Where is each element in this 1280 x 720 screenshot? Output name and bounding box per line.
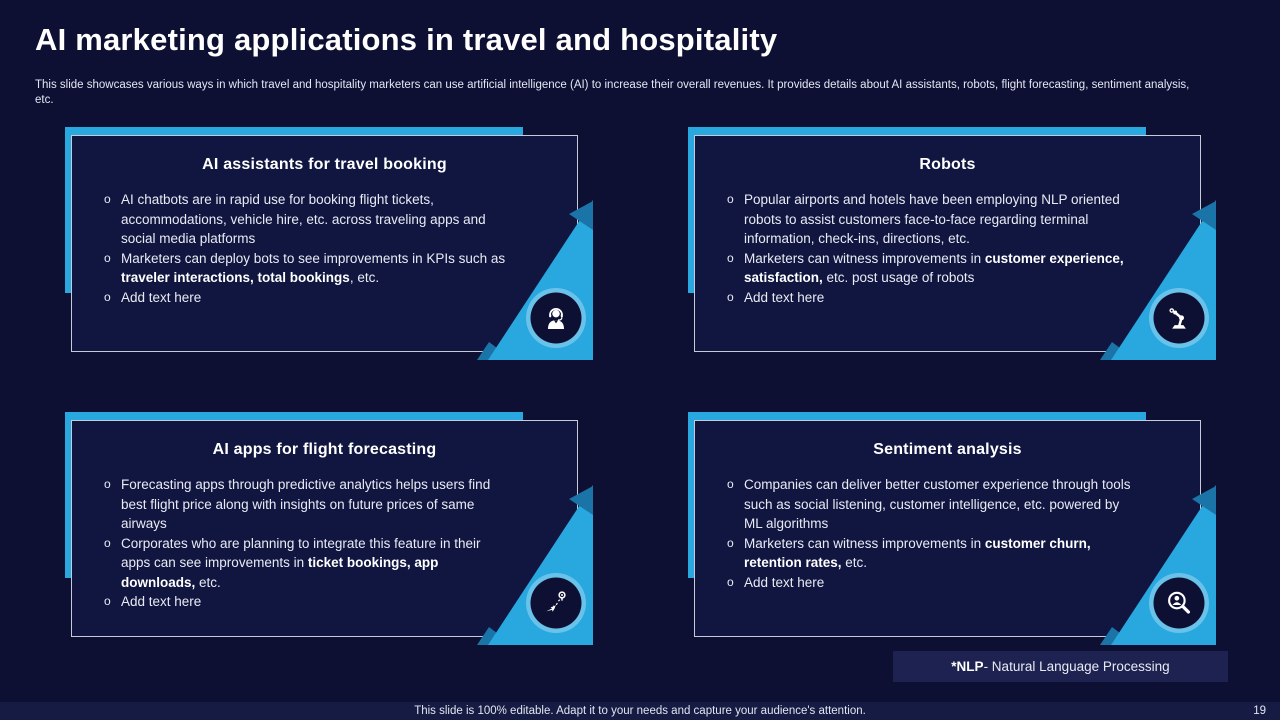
bullet-item: [727, 190, 1136, 249]
card-flight-forecasting: [65, 412, 605, 662]
card-sentiment-analysis: [688, 412, 1228, 662]
corner-ribbon: [1096, 485, 1216, 645]
bullet-item: [104, 534, 513, 593]
bullet-marker: o: [104, 192, 111, 206]
card-ai-assistants: [65, 127, 605, 377]
bullet-item: [727, 573, 1136, 593]
card-title: Sentiment analysis: [873, 441, 1022, 458]
bullet-marker: o: [727, 535, 734, 550]
bullet-marker: o: [104, 289, 111, 304]
bullet-text: Marketers can deploy bots to see improvements in KPIs such as traveler interactions, total bookings, etc.: [121, 250, 506, 285]
bullet-text: Forecasting apps through predictive analytics helps users find best flight price along with insights on future prices of same airways: [121, 477, 491, 531]
bullet-item: [727, 475, 1136, 534]
corner-ribbon: [473, 200, 593, 360]
nlp-footnote: [893, 651, 1228, 682]
bullet-marker: o: [727, 477, 734, 491]
corner-ribbon: [1096, 200, 1216, 360]
nlp-footnote-term: *NLP: [951, 659, 984, 674]
page-title: AI marketing applications in travel and hospitality: [35, 22, 778, 57]
bullet-marker: o: [104, 250, 111, 265]
bullet-text: Companies can deliver better customer experience through tools such as social listening, customer intelligence, etc. powered by ML algorithms: [744, 477, 1131, 531]
bullet-text: Add text here: [121, 594, 202, 609]
bullet-text: Add text here: [121, 289, 202, 305]
bullet-text: Popular airports and hotels have been employing NLP oriented robots to assist customers face-to-face regarding terminal information, check-ins, directions, etc.: [744, 192, 1120, 246]
footer-bar: [0, 702, 1280, 720]
bullet-marker: o: [104, 477, 111, 491]
bullet-text: Corporates who are planning to integrate this feature in their apps can see improvements in ticket bookings, app downloads, etc.: [121, 535, 481, 590]
bullet-text: Add text here: [744, 574, 825, 590]
nlp-footnote-text: - Natural Language Processing: [983, 659, 1170, 674]
bullet-marker: o: [727, 250, 734, 265]
footer-text: This slide is 100% editable. Adapt it to your needs and capture your audience's attention.: [414, 705, 866, 717]
bullet-item: [104, 288, 513, 308]
bullet-item: [104, 190, 513, 249]
card-title: AI apps for flight forecasting: [212, 441, 437, 458]
bullet-item: [104, 592, 513, 612]
page-number: 19: [1253, 705, 1266, 717]
bullet-item: [104, 475, 513, 534]
page-subtitle: This slide showcases various ways in which travel and hospitality marketers can use artificial intelligence (AI) to increase their overall revenues. It provides details about AI assistants, robots, flight forecasting, sentiment analysis, etc.: [35, 79, 1190, 106]
bullet-text: Marketers can witness improvements in customer churn, retention rates, etc.: [744, 535, 1091, 570]
card-title: AI assistants for travel booking: [202, 156, 447, 173]
bullet-text: Marketers can witness improvements in customer experience, satisfaction, etc. post usage of robots: [744, 250, 1124, 285]
bullet-marker: o: [104, 535, 111, 550]
bullet-text: AI chatbots are in rapid use for booking flight tickets, accommodations, vehicle hire, etc. across traveling apps and social media platforms: [121, 192, 486, 246]
bullet-marker: o: [104, 594, 111, 608]
bullet-marker: o: [727, 192, 734, 206]
bullet-item: [727, 288, 1136, 308]
card-robots: [688, 127, 1228, 377]
bullet-marker: o: [727, 289, 734, 304]
bullet-item: [104, 249, 513, 288]
card-title: Robots: [919, 156, 976, 173]
bullet-marker: o: [727, 574, 734, 589]
bullet-item: [727, 534, 1136, 573]
corner-ribbon: [473, 485, 593, 645]
bullet-item: [727, 249, 1136, 288]
bullet-text: Add text here: [744, 289, 825, 305]
